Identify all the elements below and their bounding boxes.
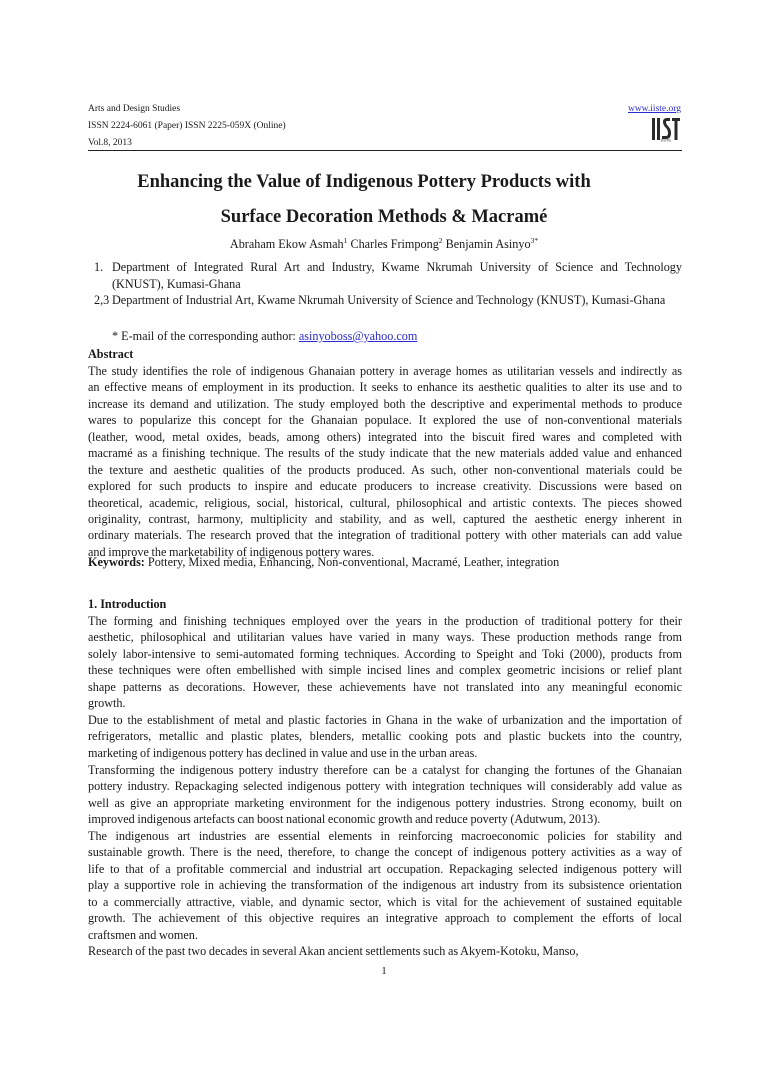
text-line: macramé as a finishing technique. The results of the study indicate that the new materials added value and enhanced <box>88 446 682 461</box>
affiliation-text: Department of Industrial Art, Kwame Nkrumah University of Science and Technology (KNUST), Kumasi-Ghana <box>112 293 666 307</box>
keywords-label: Keywords: <box>88 555 145 569</box>
intro-paragraph-5 <box>88 943 682 959</box>
text-line: explored for such products to inspire and educate producers to increase creativity. Discussions were based on <box>88 479 682 494</box>
header-divider <box>88 150 682 151</box>
text-line: to a commercially attractive, viable, and dynamic sector, which is vital for the achievement of sustained equitable <box>88 894 682 909</box>
email-label: * E-mail of the corresponding author: <box>112 329 296 343</box>
text-line: (leather, wood, metal oxides, beads, among others) integrated into the biscuit fired wares and completed with <box>88 429 682 444</box>
page-number: 1 <box>381 965 387 977</box>
author-affiliation-mark: 3* <box>530 236 539 245</box>
text-line: sustainable growth. There is the need, therefore, to change the concept of indigenous pottery activities as a way of <box>88 845 682 860</box>
iiste-logo <box>651 116 681 142</box>
text-line: these techniques were often embellished with simple incised lines and complex geometric incisions or relief plant <box>88 663 682 678</box>
text-line: The study identifies the role of indigenous Ghanaian pottery in average homes as utilitarian vessels and indirectly as <box>88 364 682 378</box>
text-line: increase its demand and utilization. The study employed both the descriptive and experimental methods to produce <box>88 396 682 411</box>
paper-title-line-2: Surface Decoration Methods & Macramé <box>220 207 548 227</box>
logo-wordmark: IISTE <box>660 137 672 142</box>
affiliation-1 <box>94 259 682 292</box>
intro-paragraph-3 <box>88 762 682 828</box>
journal-url-link[interactable]: www.iiste.org <box>627 104 681 114</box>
author-affiliation-mark: 2 <box>438 236 443 245</box>
journal-name: Arts and Design Studies <box>88 104 181 114</box>
text-line: life to that of a profitable commercial and industrial art occupation. Repackaging selected indigenous pottery will <box>88 861 682 876</box>
affiliation-2 <box>94 292 682 309</box>
text-line: and improve the marketability of indigenous pottery wares. <box>88 544 375 559</box>
introduction-heading: 1. Introduction <box>88 597 167 611</box>
text-line: marketing of indigenous pottery has declined in value and use in the urban areas. <box>88 745 478 760</box>
text-line: pottery industry. Repackaging selected indigenous pottery with integration techniques will considerably add value as <box>88 779 682 794</box>
text-line: an effective means of employment in its production. It seeks to enhance its aesthetic qualities to alter its use and to <box>88 380 682 395</box>
text-line: refrigerators, metallic and plastic plates, blenders, metallic cooking pots and plastic buckets into the country, <box>88 729 682 744</box>
text-line: aesthetic, philosophical and utilitarian values have varied in many ways. These production methods range from <box>88 630 682 645</box>
author-name: Abraham Ekow Asmah <box>229 237 344 251</box>
keywords <box>88 555 559 570</box>
author-affiliation-mark: 1 <box>343 236 348 245</box>
text-line: craftsmen and women. <box>88 927 198 942</box>
abstract-heading: Abstract <box>88 347 134 361</box>
author-list <box>0 237 768 252</box>
journal-volume: Vol.8, 2013 <box>88 138 132 148</box>
text-line: wares to popularize this concept for the Ghanaian populace. It explored the use of non-conventional materials <box>88 413 682 428</box>
text-line: The forming and finishing techniques employed over the years in the production of traditional pottery for their <box>88 614 682 628</box>
text-line: growth. The achievement of this objective requires an integrative approach to complement the efforts of local <box>88 911 682 926</box>
text-line: Transforming the indigenous pottery industry therefore can be a catalyst for changing the fortunes of the Ghanaian <box>88 763 682 777</box>
text-line: solely labor-intensive to semi-automated forming techniques. According to Speight and Toki (2000), products from <box>88 646 682 661</box>
text-line: ordinary materials. The research proved that the integration of traditional pottery with other materials can add value <box>88 528 682 543</box>
text-line: originality, contrast, harmony, multiplicity and stability, and as well, captured the aesthetic energy inherent in <box>88 511 682 526</box>
author-name: Charles Frimpong <box>350 237 439 251</box>
text-line: play a supportive role in achieving the transformation of the indigenous art industry from its subsistence orientation <box>88 878 682 893</box>
text-line: Due to the establishment of metal and plastic factories in Ghana in the wake of urbanization and the importation of <box>88 713 682 727</box>
intro-paragraph-4 <box>88 828 682 943</box>
keywords-text: Pottery, Mixed media, Enhancing, Non-conventional, Macramé, Leather, integration <box>147 555 560 569</box>
intro-paragraph-1 <box>88 613 682 712</box>
text-line: Research of the past two decades in several Akan ancient settlements such as Akyem-Kotoku, Manso, <box>88 944 579 958</box>
affiliation-number: 1. <box>94 260 104 274</box>
intro-paragraph-2 <box>88 712 682 761</box>
abstract-body <box>88 363 682 560</box>
text-line: improved indigenous artefacts can boost national economic growth and reduce poverty (Adutwum, 2013). <box>88 812 601 827</box>
text-line: The indigenous art industries are essential elements in reinforcing macroeconomic policies for stability and <box>88 829 682 843</box>
text-line: growth. <box>88 696 126 711</box>
affiliation-text: Department of Integrated Rural Art and Industry, Kwame Nkrumah University of Science and Technology (KNUST), Kumasi-Ghana <box>112 260 682 291</box>
text-line: theoretical, academic, religious, social, historical, cultural, philosophical and artistic contexts. The pieces showed <box>88 495 682 510</box>
author-name: Benjamin Asinyo <box>445 237 531 251</box>
email-link[interactable]: asinyoboss@yahoo.com <box>298 329 418 343</box>
text-line: well as give an appropriate marketing environment for the indigenous pottery industries. Strong economy, built on <box>88 795 682 810</box>
paper-title-line-1: Enhancing the Value of Indigenous Pottery Products with <box>137 172 591 192</box>
text-line: the texture and aesthetic qualities of the products produced. As such, other non-conventional materials could be <box>88 462 682 477</box>
affiliation-number: 2,3 <box>94 293 110 307</box>
corresponding-author <box>112 329 417 344</box>
text-line: shape patterns as decorations. However, these achievements have not translated into any meaningful economic <box>88 679 682 694</box>
journal-issn: ISSN 2224-6061 (Paper) ISSN 2225-059X (Online) <box>88 121 286 131</box>
